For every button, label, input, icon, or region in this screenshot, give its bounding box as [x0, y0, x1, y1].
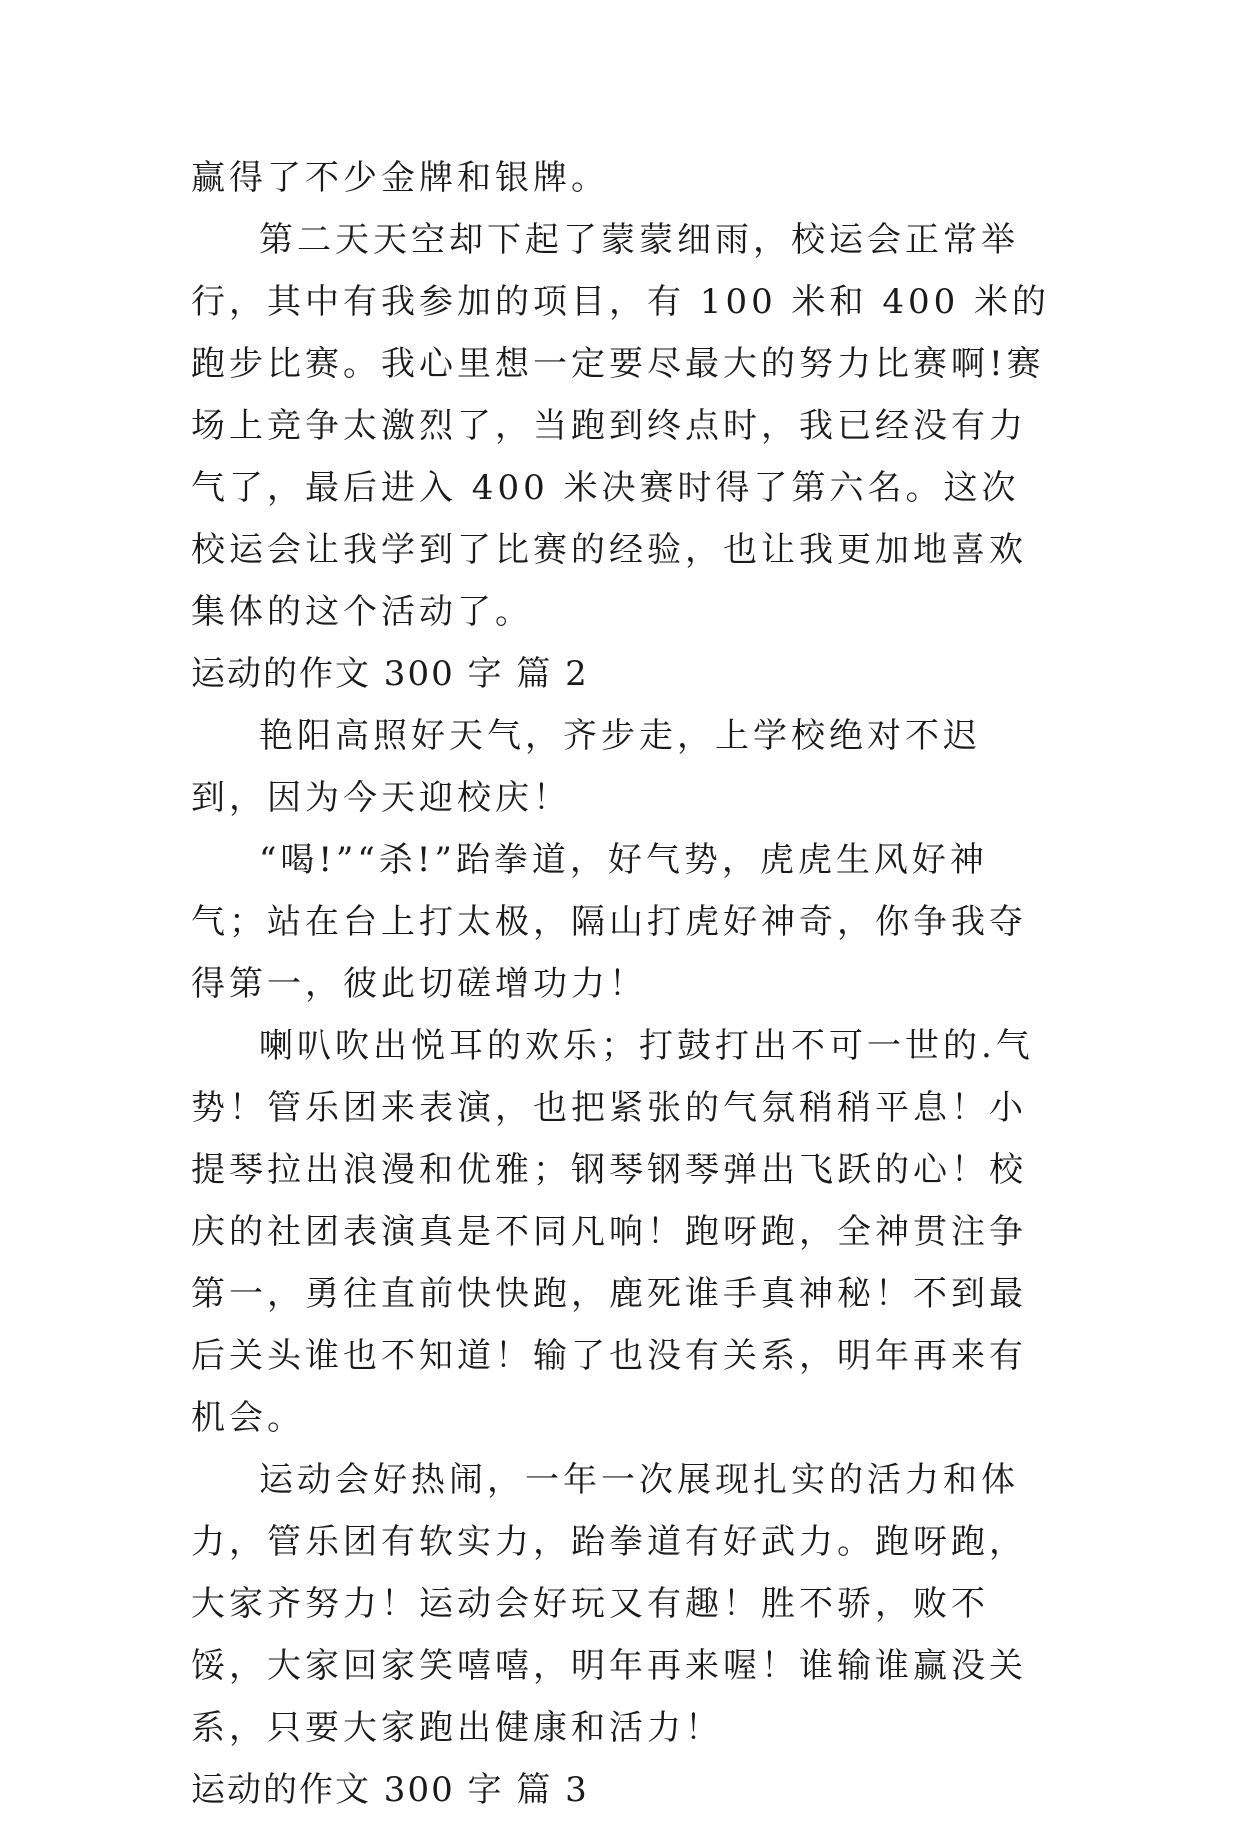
paragraph: 运动会好热闹，一年一次展现扎实的活力和体力，管乐团有软实力，跆拳道有好武力。跑呀跑，大家齐努力！运动会好玩又有趣！胜不骄，败不馁，大家回家笑嘻嘻，明年再来喔！谁输谁赢没关系，只要大家跑出健康和活力！	[191, 1460, 1027, 1748]
paragraph: “喝!”“杀!”跆拳道，好气势，虎虎生风好神气；站在台上打太极，隔山打虎好神奇，你争我夺得第一，彼此切磋增功力！	[191, 840, 1027, 1004]
section-heading: 运动的作文 300 字 篇 2	[191, 654, 589, 694]
document-body	[191, 147, 1051, 1821]
paragraph: 喇叭吹出悦耳的欢乐；打鼓打出不可一世的.气势！管乐团来表演，也把紧张的气氛稍稍平息！小提琴拉出浪漫和优雅；钢琴钢琴弹出飞跃的心！校庆的社团表演真是不同凡响！跑呀跑，全神贯注争第一，勇往直前快快跑，鹿死谁手真神秘！不到最后关头谁也不知道！输了也没有关系，明年再来有机会。	[191, 1026, 1034, 1438]
section-heading: 运动的作文 300 字 篇 3	[191, 1770, 589, 1810]
paragraph: 第二天天空却下起了蒙蒙细雨，校运会正常举行，其中有我参加的项目，有 100 米和 400 米的跑步比赛。我心里想一定要尽最大的努力比赛啊!赛场上竞争太激烈了，当跑到终点时，我已经没有力气了，最后进入 400 米决赛时得了第六名。这次校运会让我学到了比赛的经验，也让我更加地喜欢集体的这个活动了。	[191, 220, 1051, 632]
paragraph-continued: 赢得了不少金牌和银牌。	[191, 158, 609, 198]
paragraph: 艳阳高照好天气，齐步走，上学校绝对不迟到，因为今天迎校庆！	[191, 716, 981, 818]
